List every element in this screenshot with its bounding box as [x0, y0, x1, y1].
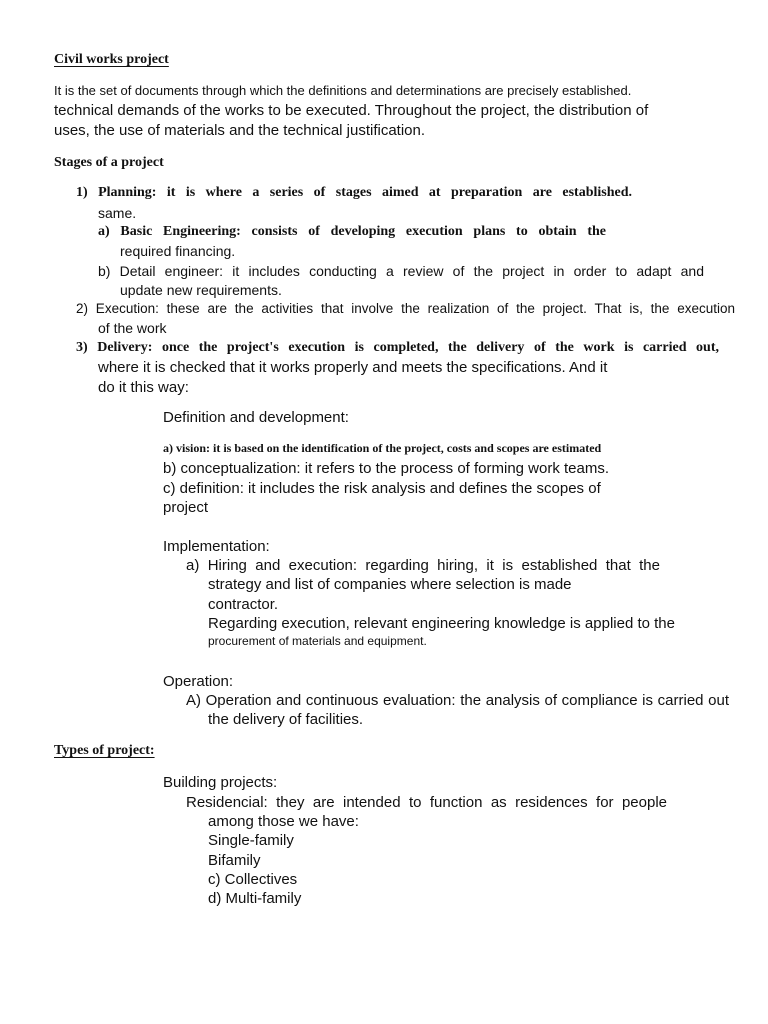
implementation-item-a-line-4: Regarding execution, relevant engineering knowledge is applied to the [208, 615, 675, 632]
implementation-item-a-line-5: procurement of materials and equipment. [208, 634, 427, 648]
implementation-item-a-line-3: contractor. [208, 596, 279, 613]
implementation-item-a-line-2: strategy and list of companies where selection is made [208, 576, 572, 593]
operation-title: Operation: [163, 673, 234, 690]
stage-planning-line-1: 1) Planning: it is where a series of stages aimed at preparation are established. [76, 185, 632, 200]
residential-line-1: Residencial: they are intended to function as residences for people [186, 794, 667, 811]
stage-basic-engineering-line-2: required financing. [120, 243, 236, 259]
list-item: Single-family [208, 832, 294, 849]
implementation-item-a-line-1: a) Hiring and execution: regarding hiring, it is established that the [186, 557, 660, 574]
residential-line-2: among those we have: [208, 813, 359, 830]
building-projects-label: Building projects: [163, 774, 278, 791]
list-item: c) Collectives [208, 871, 298, 888]
operation-item-a-line-1: A) Operation and continuous evaluation: the analysis of compliance is carried out [186, 692, 729, 709]
list-item: d) Multi-family [208, 890, 302, 907]
stage-detail-engineer-line-2: update new requirements. [120, 282, 282, 298]
operation-item-a-line-2: the delivery of facilities. [208, 711, 364, 728]
stage-basic-engineering-line-1: a) Basic Engineering: consists of developing execution plans to obtain the [98, 224, 606, 239]
list-item: Bifamily [208, 852, 261, 869]
stages-title: Stages of a project [54, 155, 164, 170]
stage-planning-line-2: same. [98, 205, 137, 221]
stage-execution-line-2: of the work [98, 320, 167, 336]
intro-line-3: uses, the use of materials and the technical justification. [54, 122, 426, 139]
definition-title: Definition and development: [163, 409, 349, 426]
types-title: Types of project: [54, 743, 155, 758]
definition-item-b: b) conceptualization: it refers to the process of forming work teams. [163, 460, 610, 477]
stage-delivery-line-3: do it this way: [98, 379, 189, 396]
stage-detail-engineer-line-1: b) Detail engineer: it includes conducting a review of the project in order to adapt and [98, 263, 704, 279]
definition-item-c-line-1: c) definition: it includes the risk analysis and defines the scopes of [163, 480, 601, 497]
stage-delivery-line-2: where it is checked that it works properly and meets the specifications. And it [98, 359, 608, 376]
intro-line-2: technical demands of the works to be executed. Throughout the project, the distribution of [54, 102, 649, 119]
definition-item-a: a) vision: it is based on the identification of the project, costs and scopes are estimated [163, 441, 602, 455]
intro-line-1: It is the set of documents through which the definitions and determinations are precisely established. [54, 83, 632, 98]
document-heading: Civil works project [54, 52, 169, 67]
stage-delivery-line-1: 3) Delivery: once the project's execution is completed, the delivery of the work is carried out, [76, 340, 719, 355]
implementation-title: Implementation: [163, 538, 270, 555]
definition-item-c-line-2: project [163, 499, 209, 516]
stage-execution-line-1: 2) Execution: these are the activities that involve the realization of the project. That is, the execution [76, 301, 735, 316]
